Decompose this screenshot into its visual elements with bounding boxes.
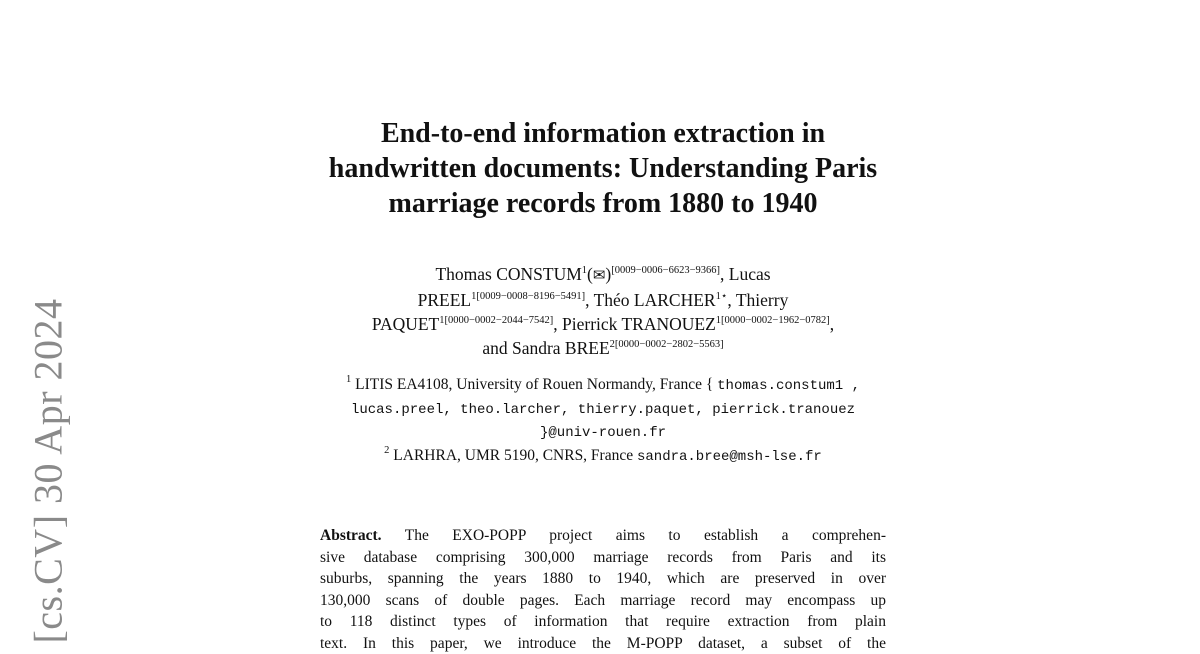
- abstract-line: suburbs, spanning the years 1880 to 1940, which are preserved in over: [320, 568, 886, 590]
- affiliation-marker: 1⋆: [716, 291, 728, 302]
- email-address[interactable]: sandra.bree@msh-lse.fr: [637, 449, 822, 465]
- title-line: marriage records from 1880 to 1940: [260, 186, 946, 221]
- author-name: , Lucas: [720, 264, 771, 284]
- title-line: End-to-end information extraction in: [260, 116, 946, 151]
- mail-icon: ✉: [593, 268, 606, 284]
- paper-title: [260, 116, 946, 221]
- author-line: [260, 312, 946, 336]
- affiliation-marker: 1: [716, 315, 721, 326]
- abstract-line: to 118 distinct types of information that require extraction from plain: [320, 611, 886, 633]
- author-line: [260, 336, 946, 360]
- abstract: [320, 525, 886, 654]
- affiliation-line: [260, 374, 946, 398]
- abstract-line: sive database comprising 300,000 marriage records from Paris and its: [320, 547, 886, 569]
- affiliation-marker: 2: [610, 339, 615, 350]
- abstract-line: 130,000 scans of double pages. Each marriage record may encompass up: [320, 590, 886, 612]
- author-line: [260, 288, 946, 312]
- author-list: [260, 262, 946, 360]
- orcid-id: [0000−0002−2044−7542]: [445, 315, 554, 326]
- affiliation-line: [260, 445, 946, 469]
- author-line: Thomas CONSTUM$^1$(✉)[0009−0006−6623−9366], Lucas: [260, 262, 946, 288]
- abstract-heading: Abstract.: [320, 527, 382, 544]
- abstract-line: text. In this paper, we introduce the M-POPP dataset, a subset of the: [320, 633, 886, 654]
- email-address[interactable]: thomas.constum1 ,: [717, 378, 860, 394]
- affiliation-line: [260, 421, 946, 445]
- author-name: , Théo LARCHER: [585, 290, 715, 310]
- orcid-id: [0000−0002−2802−5563]: [615, 339, 724, 350]
- affiliation-marker: 1: [582, 265, 587, 276]
- email-address[interactable]: lucas.preel, theo.larcher, thierry.paquet, pierrick.tranouez: [351, 402, 855, 418]
- affiliation-number: 2: [384, 445, 389, 456]
- arxiv-stamp-text: [cs.CV] 30 Apr 2024: [25, 298, 72, 643]
- orcid-id: [0009−0008−8196−5491]: [476, 291, 585, 302]
- title-line: handwritten documents: Understanding Paris: [260, 151, 946, 186]
- abstract-text: The EXO-POPP project aims to establish a comprehen-: [405, 527, 886, 544]
- affiliations: [260, 374, 946, 468]
- affiliation-line: [260, 398, 946, 422]
- affiliation-number: 1: [346, 374, 351, 385]
- orcid-id: [0000−0002−1962−0782]: [721, 315, 830, 326]
- author-name: PREEL: [418, 290, 471, 310]
- abstract-line: [320, 525, 886, 547]
- email-domain[interactable]: }@univ-rouen.fr: [540, 425, 666, 441]
- author-name: PAQUET: [372, 314, 439, 334]
- author-name: and Sandra BREE: [482, 338, 609, 358]
- affiliation-text: LITIS EA4108, University of Rouen Normandy, France {: [355, 376, 713, 393]
- orcid-id: [0009−0006−6623−9366]: [611, 265, 720, 276]
- affiliation-text: LARHRA, UMR 5190, CNRS, France: [393, 447, 633, 464]
- author-name: , Pierrick TRANOUEZ: [553, 314, 716, 334]
- affiliation-marker: 1: [439, 315, 444, 326]
- affiliation-marker: 1: [471, 291, 476, 302]
- author-name: , Thierry: [727, 290, 788, 310]
- punctuation: ,: [830, 314, 834, 334]
- arxiv-identifier-stamp: [18, 296, 78, 646]
- author-name: Thomas CONSTUM: [435, 264, 581, 284]
